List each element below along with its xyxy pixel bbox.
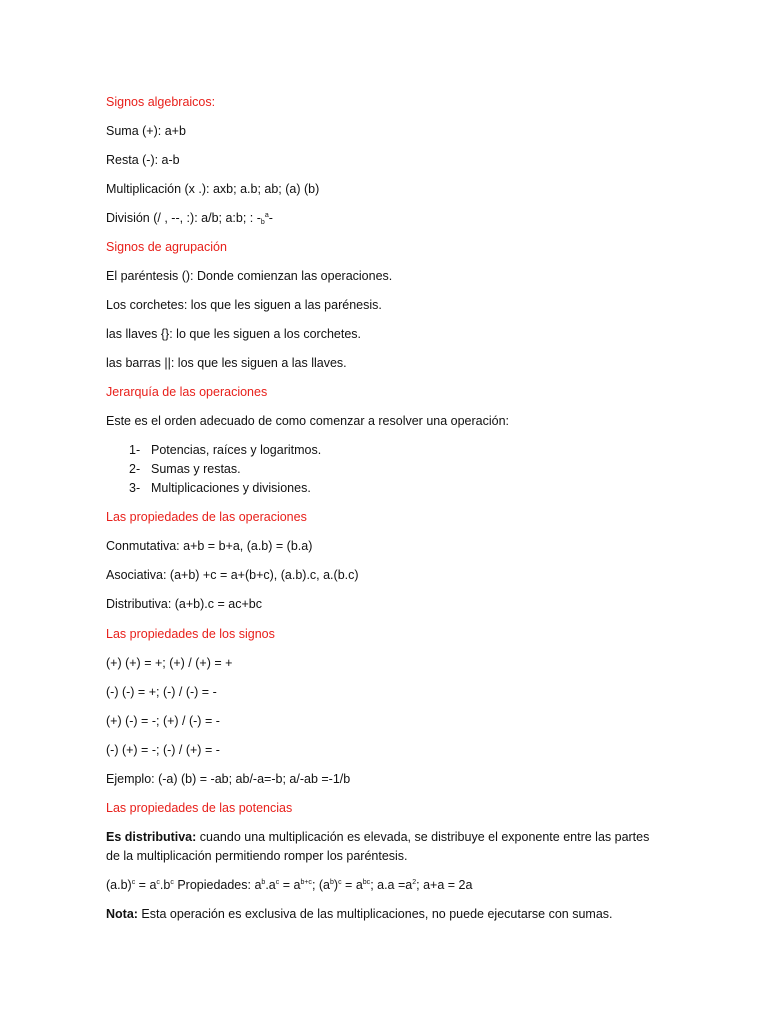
division-text: División (/ , --, :): a/b; a:b; : [106,211,257,225]
power-formula-line: $(a.b)^c = a^c.b^c$ Propiedades: $a^b.a^c = a^{b+c}$; $(a^b)^c = a^{bc}$; $a.a =a^2$; a+a = 2a [106,878,473,892]
multiplicacion-line: Multiplicación (x .): axb; a.b; ab; (a) (b) [106,182,320,196]
heading-algebraic-signs: Signos algebraicos: [106,95,216,109]
distributiva-power-line1: Es distributiva: cuando una multiplicación es elevada, se distribuye el exponente entre las partes [106,830,650,844]
list-item: 2- Sumas y restas. [129,462,241,476]
heading-power-properties: Las propiedades de las potencias [106,801,293,815]
nota-label: Nota: [106,907,138,921]
nota-line: Nota: Esta operación es exclusiva de las multiplicaciones, no puede ejecutarse con sumas. [106,907,613,921]
sign-rule: (+) (-) = -; (+) / (-) = - [106,714,220,728]
ejemplo-line: Ejemplo: (-a) (b) = -ab; ab/-a=-b; a/-ab =-1/b [106,772,351,786]
parentesis-line: El paréntesis (): Donde comienzan las operaciones. [106,269,393,283]
division-fraction: $-_b^a-$ [256,211,273,226]
division-line [106,210,273,226]
resta-line: Resta (-): a-b [106,153,180,167]
heading-operation-properties: Las propiedades de las operaciones [106,510,307,524]
conmutativa-line: Conmutativa: a+b = b+a, (a.b) = (b.a) [106,539,313,553]
llaves-line: las llaves {}: lo que les siguen a los corchetes. [106,327,362,341]
sign-rule: (-) (+) = -; (-) / (+) = - [106,743,220,757]
heading-hierarchy: Jerarquía de las operaciones [106,385,268,399]
asociativa-line: Asociativa: (a+b) +c = a+(b+c), (a.b).c, a.(b.c) [106,568,359,582]
heading-sign-properties: Las propiedades de los signos [106,627,275,641]
sign-rule: (-) (-) = +; (-) / (-) = - [106,685,217,699]
heading-grouping-signs: Signos de agrupación [106,240,227,254]
barras-line: las barras ||: los que les siguen a las llaves. [106,356,347,370]
list-item: 1- Potencias, raíces y logaritmos. [129,443,322,457]
sign-rule: (+) (+) = +; (+) / (+) = + [106,656,233,670]
distributiva-line: Distributiva: (a+b).c = ac+bc [106,597,262,611]
es-distributiva-label: Es distributiva: [106,830,197,844]
corchetes-line: Los corchetes: los que les siguen a las parénesis. [106,298,382,312]
orden-intro: Este es el orden adecuado de como comenzar a resolver una operación: [106,414,510,428]
list-item: 3- Multiplicaciones y divisiones. [129,481,311,495]
distributiva-power-line2: de la multiplicación permitiendo romper los paréntesis. [106,849,408,863]
suma-line: Suma (+): a+b [106,124,186,138]
